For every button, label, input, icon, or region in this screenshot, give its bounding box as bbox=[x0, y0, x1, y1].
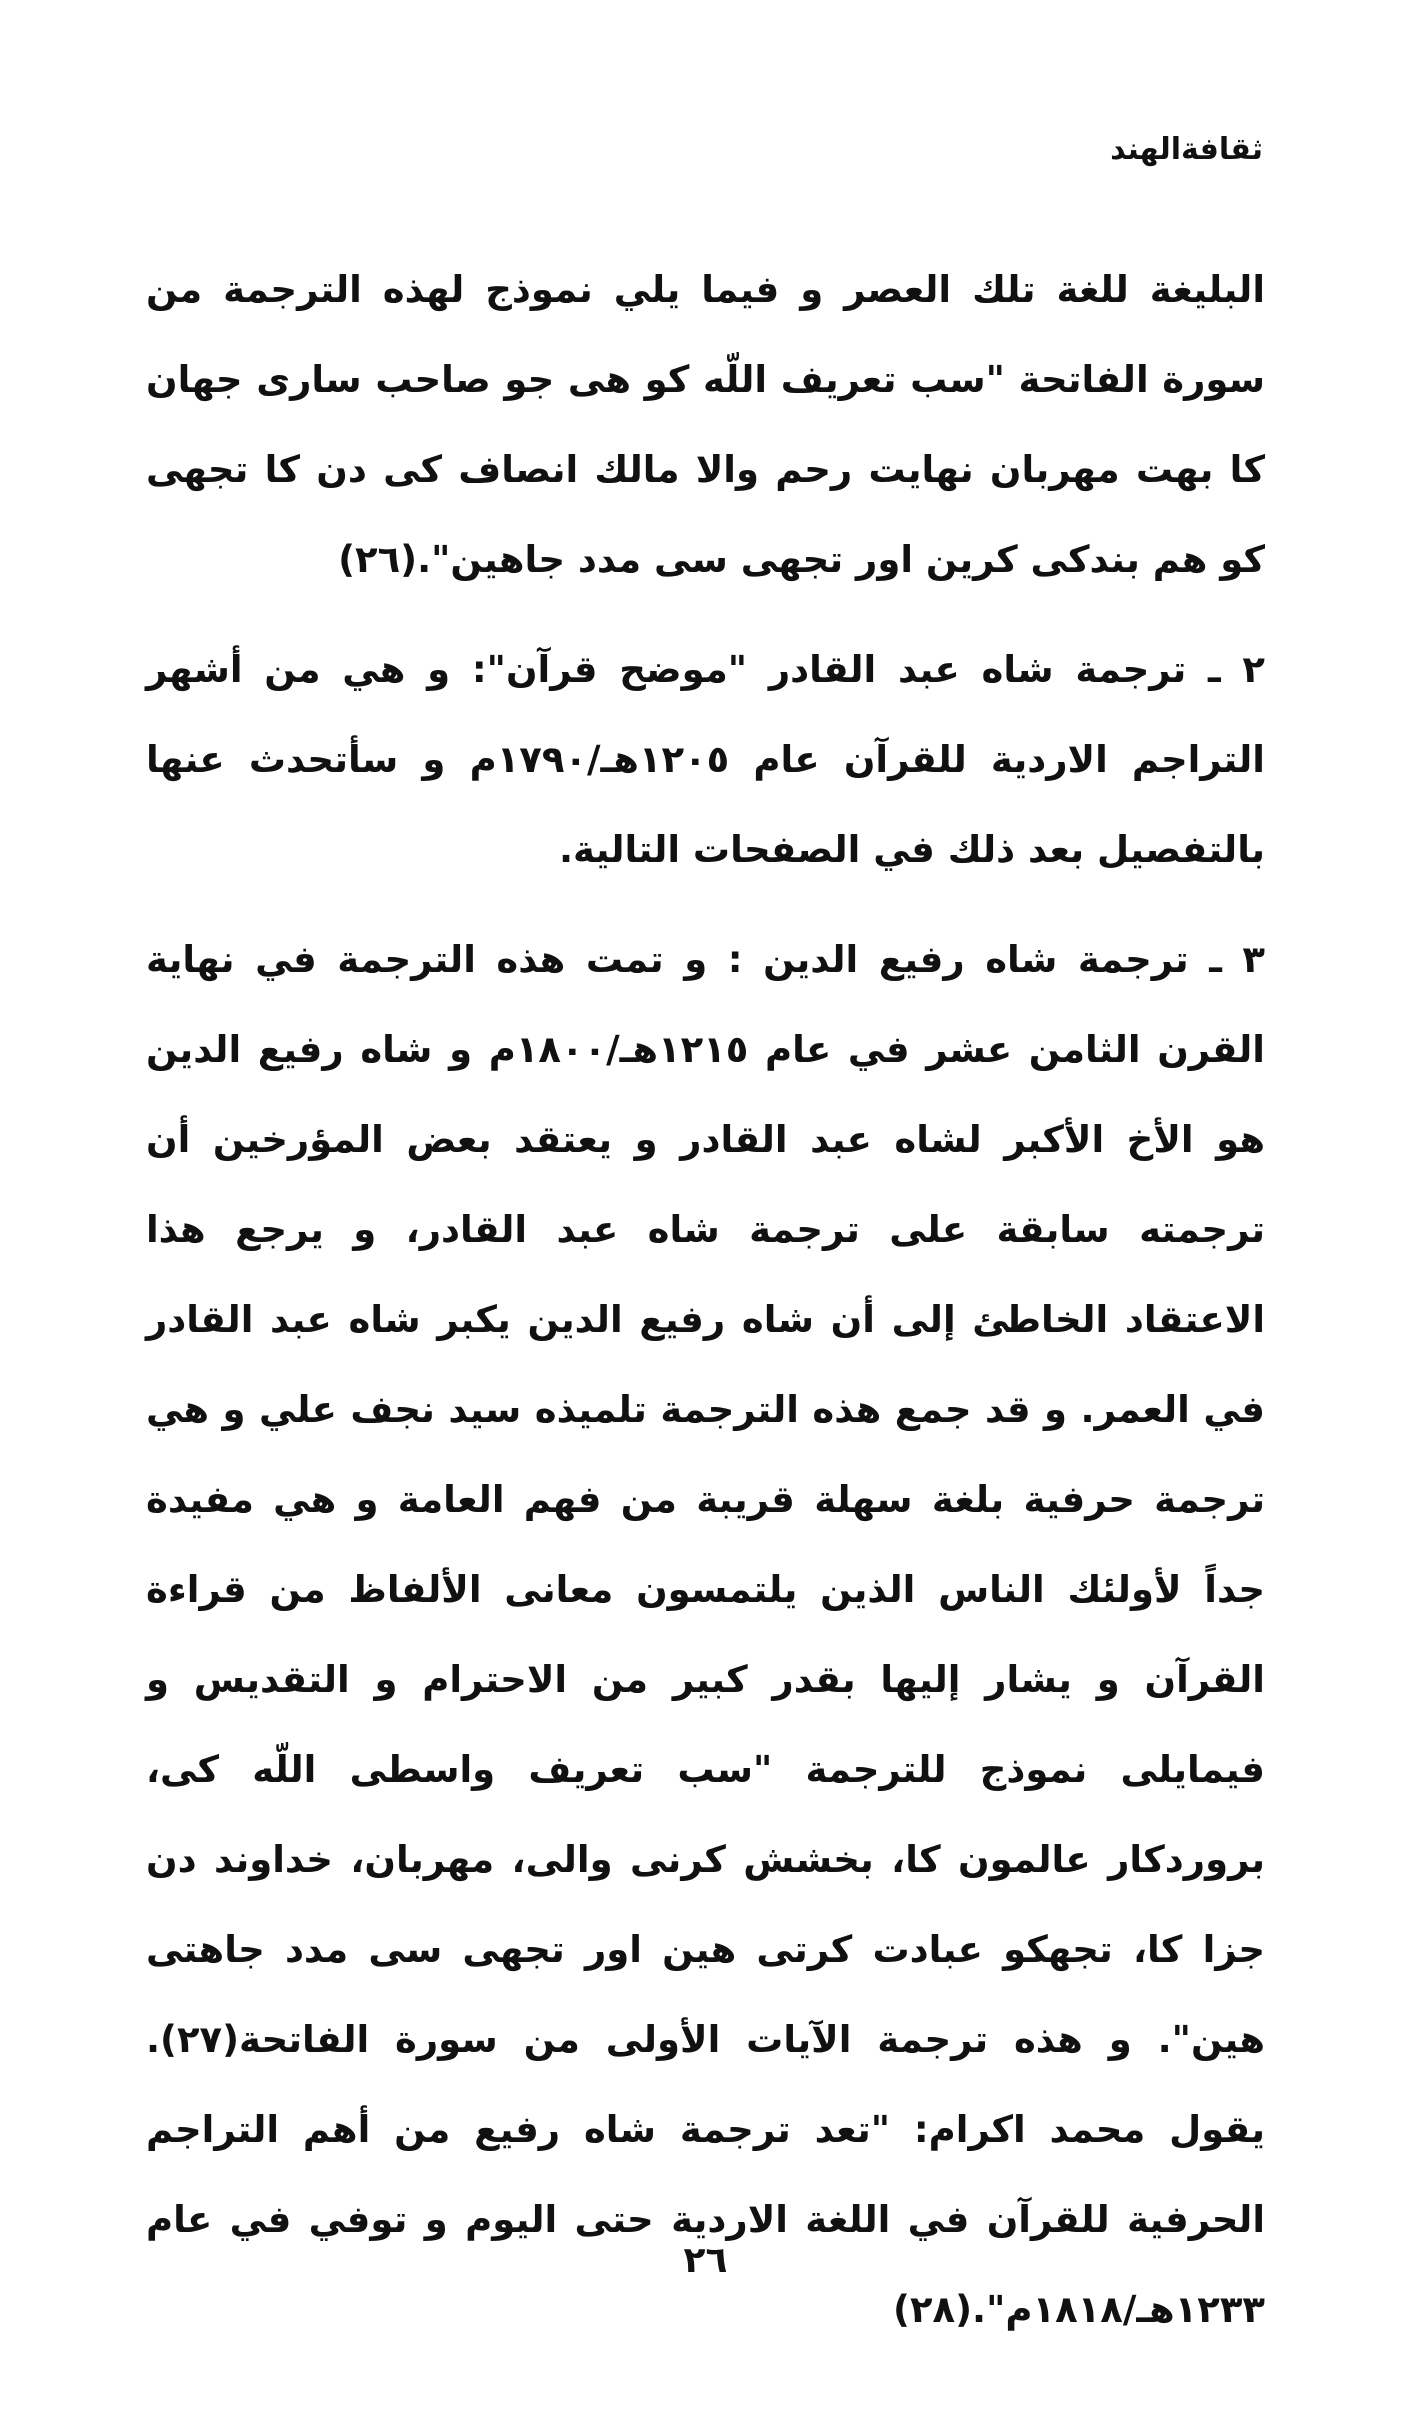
page-number: ٢٦ bbox=[683, 2240, 728, 2281]
paragraph-shah-rafi-uddin: ٣ ـ ترجمة شاه رفيع الدين : و تمت هذه الترجمة في نهاية القرن الثامن عشر في عام ١٢١٥هـ/١٨٠٠م و شاه رفيع الدين هو الأخ الأكبر لشاه عبد القادر و يعتقد بعض المؤرخين أن ترجمته سابقة على ترجمة شاه عبد القادر، و يرجع هذا الاعتقاد الخاطئ إلى أن شاه رفيع الدين يكبر شاه عبد القادر في العمر. و قد جمع هذه الترجمة تلميذه سيد نجف علي و هي ترجمة حرفية بلغة سهلة قريبة من فهم العامة و هي مفيدة جداً لأولئك الناس الذين يلتمسون معانى الألفاظ من قراءة القرآن و يشار إليها بقدر كبير من الاحترام و التقديس و فيمايلى نموذج للترجمة "سب تعريف واسطى اللّه كى، بروردكار عالمون كا، بخشش كرنى والى، مهربان، خداوند دن جزا كا، تجهكو عبادت كرتى هين اور تجهى سى مدد جاهتى هين". و هذه ترجمة الآيات الأولى من سورة الفاتحة(٢٧). يقول محمد اكرام: "تعد ترجمة شاه رفيع من أهم التراجم الحرفية للقرآن في اللغة الاردية حتى اليوم و توفي في عام ١٢٣٣هـ/١٨١٨م".(٢٨) bbox=[146, 938, 1265, 2331]
paragraph-fatiha-sample: البليغة للغة تلك العصر و فيما يلي نموذج لهذه الترجمة من سورة الفاتحة "سب تعريف اللّه كو هى جو صاحب سارى جهان كا بهت مهربان نهايت رحم والا مالك انصاف كى دن كا تجهى كو هم بندكى كرين اور تجهى سى مدد جاهين".(٢٦) bbox=[146, 268, 1265, 581]
running-header: ثقافةالهند bbox=[1110, 132, 1263, 167]
paragraph-shah-abdul-qadir: ٢ ـ ترجمة شاه عبد القادر "موضح قرآن": و هي من أشهر التراجم الاردية للقرآن عام ١٢٠٥هـ/١٧٩٠م و سأتحدث عنها بالتفصيل بعد ذلك في الصفحات التالية. bbox=[146, 648, 1265, 871]
body-text bbox=[146, 245, 1265, 2355]
